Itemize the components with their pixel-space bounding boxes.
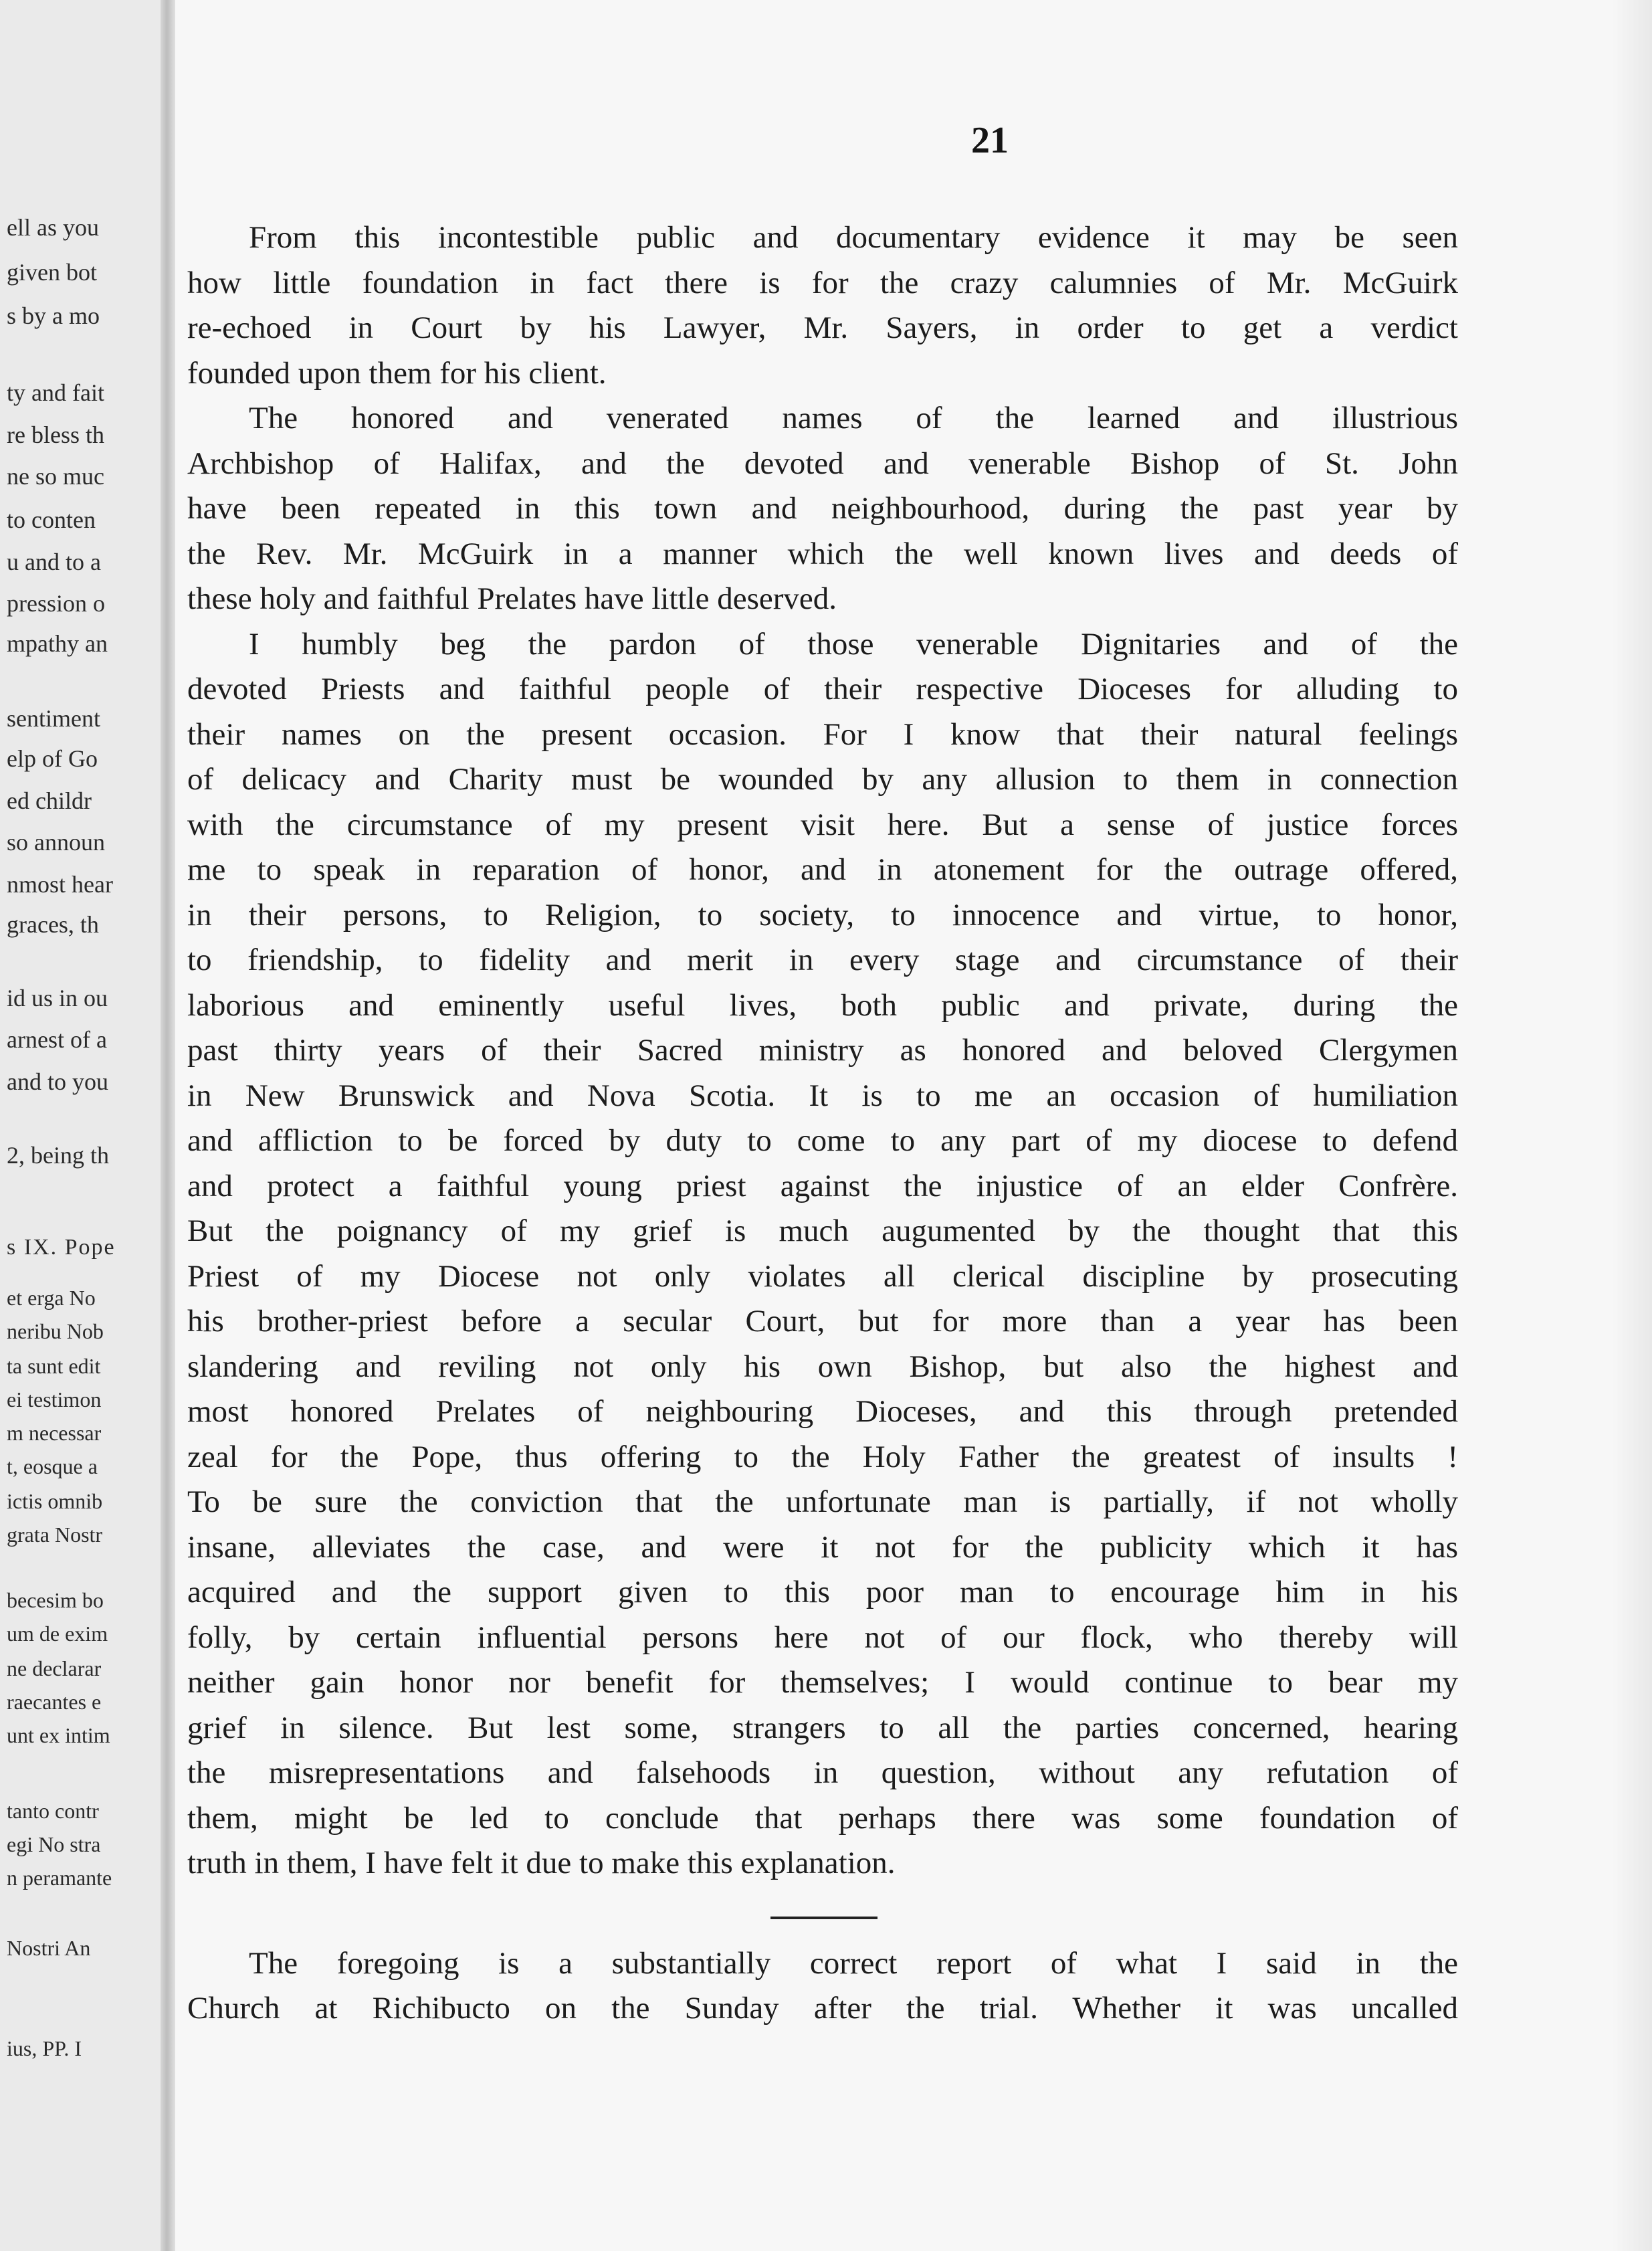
body-text-line: grief in silence. But lest some, strangers to all the parties concerned, hearing — [187, 1710, 1458, 1745]
margin-fragment: neribu Nob — [7, 1319, 104, 1343]
body-text-line: with the circumstance of my present visit here. But a sense of justice forces — [187, 807, 1458, 842]
margin-fragment: Nostri An — [7, 1936, 91, 1960]
margin-fragment: grata Nostr — [7, 1523, 103, 1547]
margin-fragment: t, eosque a — [7, 1454, 98, 1478]
body-text-line: To be sure the conviction that the unfortunate man is partially, if not wholly — [187, 1484, 1458, 1519]
body-text-line: folly, by certain influential persons here not of our flock, who thereby will — [187, 1620, 1458, 1655]
body-text-line: their names on the present occasion. For I know that their natural feelings — [187, 716, 1458, 752]
margin-fragment: m necessar — [7, 1421, 102, 1445]
page-number: 21 — [971, 120, 1009, 161]
margin-fragment: s IX. Pope — [7, 1235, 116, 1260]
margin-fragment: id us in ou — [7, 985, 108, 1011]
margin-fragment: so announ — [7, 829, 105, 856]
body-text-line: I humbly beg the pardon of those venerable Dignitaries and of the — [249, 626, 1458, 662]
body-text-line: re-echoed in Court by his Lawyer, Mr. Sayers, in order to get a verdict — [187, 310, 1458, 345]
margin-fragment: ta sunt edit — [7, 1354, 101, 1378]
body-text-line: laborious and eminently useful lives, both public and private, during the — [187, 987, 1458, 1023]
body-text-line: founded upon them for his client. — [187, 355, 607, 391]
margin-fragment: u and to a — [7, 549, 101, 575]
body-text-line: truth in them, I have felt it due to make this explanation. — [187, 1846, 896, 1880]
body-text-line: zeal for the Pope, thus offering to the Holy Father the greatest of insults ! — [187, 1439, 1458, 1474]
body-text-line: the Rev. Mr. McGuirk in a manner which the well known lives and deeds of — [187, 536, 1458, 571]
margin-fragment: graces, th — [7, 911, 99, 938]
margin-fragment: n peramante — [7, 1866, 112, 1890]
margin-fragment: tanto contr — [7, 1799, 99, 1823]
margin-fragment: mpathy an — [7, 630, 108, 657]
body-text-line: in their persons, to Religion, to society, to innocence and virtue, to honor, — [187, 897, 1458, 933]
margin-fragment: et erga No — [7, 1286, 96, 1310]
page-edge-shade — [1612, 0, 1652, 2251]
margin-fragment: 2, being th — [7, 1142, 109, 1169]
body-text-line: The honored and venerated names of the learned and illustrious — [249, 401, 1458, 435]
body-text-line: most honored Prelates of neighbouring Dioceses, and this through pretended — [187, 1394, 1458, 1429]
document-page — [175, 0, 1652, 2251]
body-text-line: From this incontestible public and documentary evidence it may be seen — [249, 220, 1458, 255]
body-text-line: acquired and the support given to this poor man to encourage him in his — [187, 1575, 1458, 1609]
margin-fragment: ius, PP. I — [7, 2036, 82, 2060]
body-text-line: the misrepresentations and falsehoods in question, without any refutation of — [187, 1755, 1458, 1790]
margin-fragment: re bless th — [7, 421, 104, 448]
margin-fragment: elp of Go — [7, 745, 98, 772]
body-text-line: me to speak in reparation of honor, and in atonement for the outrage offered, — [187, 852, 1458, 887]
body-text-line: But the poignancy of my grief is much augumented by the thought that this — [187, 1213, 1458, 1248]
margin-fragment: pression o — [7, 590, 105, 617]
body-text-line: have been repeated in this town and neighbourhood, during the past year by — [187, 491, 1458, 526]
left-page-margin — [0, 0, 175, 2251]
closing-text-line: Church at Richibucto on the Sunday after the trial. Whether it was uncalled — [187, 1991, 1458, 2026]
closing-text-line: The foregoing is a substantially correct report of what I said in the — [249, 1946, 1458, 1981]
margin-fragment: to conten — [7, 506, 96, 533]
margin-fragment: sentiment — [7, 705, 100, 732]
body-text-line: in New Brunswick and Nova Scotia. It is to me an occasion of humiliation — [187, 1078, 1458, 1113]
margin-fragment: unt ex intim — [7, 1723, 110, 1747]
body-text-line: slandering and reviling not only his own Bishop, but also the highest and — [187, 1349, 1458, 1384]
body-text-line: his brother-priest before a secular Court, but for more than a year has been — [187, 1304, 1458, 1339]
margin-fragment: ei testimon — [7, 1387, 102, 1411]
margin-fragment: ne so muc — [7, 463, 104, 490]
margin-fragment: ell as you — [7, 214, 99, 241]
body-text-line: neither gain honor nor benefit for themselves; I would continue to bear my — [187, 1665, 1458, 1700]
margin-fragment: ne declarar — [7, 1656, 102, 1680]
section-divider — [770, 1917, 877, 1919]
margin-fragment: s by a mo — [7, 302, 100, 329]
body-text-line: Priest of my Diocese not only violates all clerical discipline by prosecuting — [187, 1258, 1458, 1294]
margin-fragment: egi No stra — [7, 1832, 101, 1856]
body-text-line: and protect a faithful young priest against the injustice of an elder Confrère. — [187, 1168, 1458, 1203]
margin-fragment: ictis omnib — [7, 1489, 103, 1513]
page-fold-shadow — [161, 0, 175, 2251]
margin-fragment: and to you — [7, 1068, 108, 1095]
body-text-line: them, might be led to conclude that perhaps there was some foundation of — [187, 1800, 1458, 1836]
margin-fragment: um de exim — [7, 1622, 108, 1646]
margin-fragment: arnest of a — [7, 1026, 107, 1053]
body-text-line: Archbishop of Halifax, and the devoted and venerable Bishop of St. John — [187, 446, 1458, 481]
margin-fragment: ed childr — [7, 787, 92, 814]
margin-fragment: nmost hear — [7, 871, 113, 898]
body-text-line: to friendship, to fidelity and merit in every stage and circumstance of their — [187, 943, 1458, 977]
margin-fragment: becesim bo — [7, 1588, 104, 1612]
body-text-line: insane, alleviates the case, and were it not for the publicity which it has — [187, 1529, 1458, 1565]
body-text-line: these holy and faithful Prelates have little deserved. — [187, 581, 837, 616]
body-text-line: how little foundation in fact there is for the crazy calumnies of Mr. McGuirk — [187, 265, 1458, 300]
margin-fragment: ty and fait — [7, 379, 104, 406]
body-text-line: of delicacy and Charity must be wounded by any allusion to them in connection — [187, 762, 1458, 797]
margin-fragment: raecantes e — [7, 1690, 102, 1714]
margin-fragment: given bot — [7, 259, 97, 286]
body-text-line: devoted Priests and faithful people of their respective Dioceses for alluding to — [187, 672, 1458, 706]
body-text-line: and affliction to be forced by duty to come to any part of my diocese to defend — [187, 1123, 1458, 1158]
body-text-line: past thirty years of their Sacred ministry as honored and beloved Clergymen — [187, 1033, 1458, 1068]
